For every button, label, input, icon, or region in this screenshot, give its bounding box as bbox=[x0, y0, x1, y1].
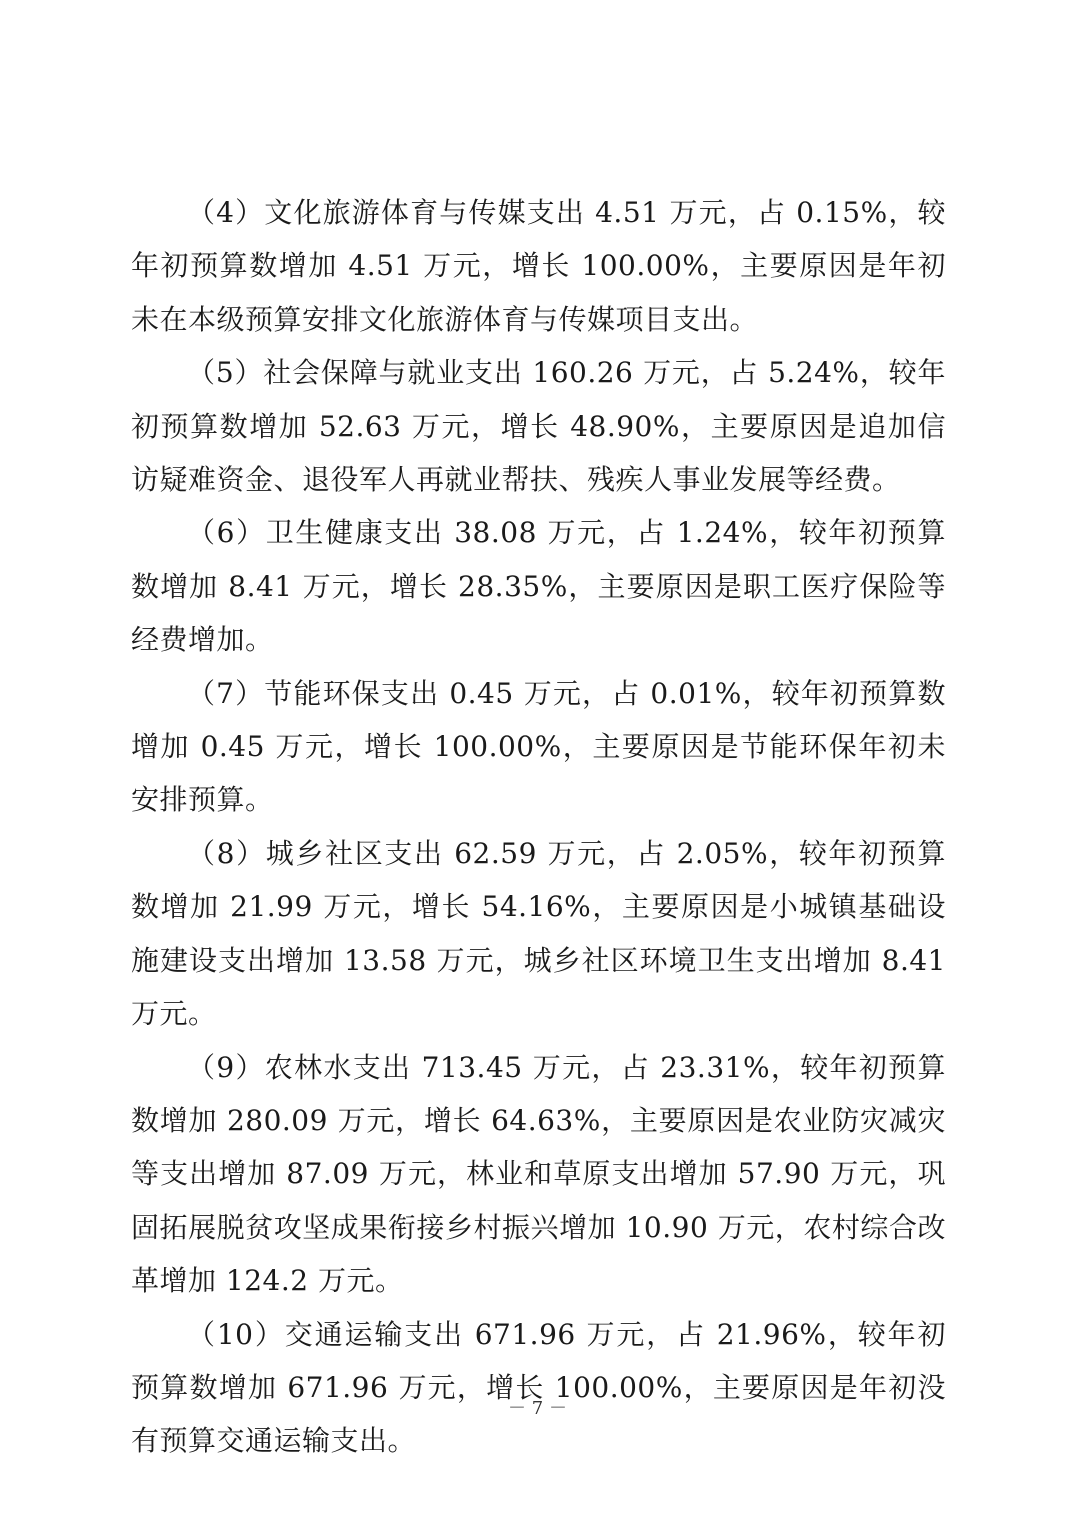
paragraph-urban-rural-community: （8）城乡社区支出 62.59 万元，占 2.05%，较年初预算数增加 21.99 万元，增长 54.16%，主要原因是小城镇基础设施建设支出增加 13.58 万元，城乡社区环境卫生支出增加 8.41 万元。 bbox=[131, 836, 946, 1031]
paragraph-transportation: （10）交通运输支出 671.96 万元，占 21.96%，较年初预算数增加 671.96 万元，增长 100.00%，主要原因是年初没有预算交通运输支出。 bbox=[131, 1317, 946, 1458]
paragraph-agriculture-forestry-water: （9）农林水支出 713.45 万元，占 23.31%，较年初预算数增加 280.09 万元，增长 64.63%，主要原因是农业防灾减灾等支出增加 87.09 万元，林业和草原支出增加 57.90 万元，巩固拓展脱贫攻坚成果衔接乡村振兴增加 10.90 万元，农村综合改革增加 124.2 万元。 bbox=[131, 1050, 946, 1298]
document-body bbox=[131, 186, 946, 1468]
page-number: － 7 － bbox=[508, 1398, 567, 1419]
paragraph-social-security-employment: （5）社会保障与就业支出 160.26 万元，占 5.24%，较年初预算数增加 52.63 万元，增长 48.90%，主要原因是追加信访疑难资金、退役军人再就业帮扶、残疾人事业发展等经费。 bbox=[131, 356, 946, 497]
paragraph-health: （6）卫生健康支出 38.08 万元，占 1.24%，较年初预算数增加 8.41 万元，增长 28.35%，主要原因是职工医疗保险等经费增加。 bbox=[131, 516, 946, 657]
paragraph-culture-tourism-sports-media: （4）文化旅游体育与传媒支出 4.51 万元，占 0.15%，较年初预算数增加 4.51 万元，增长 100.00%，主要原因是年初未在本级预算安排文化旅游体育与传媒项目支出。 bbox=[131, 196, 946, 336]
paragraph-energy-environment: （7）节能环保支出 0.45 万元，占 0.01%，较年初预算数增加 0.45 万元，增长 100.00%，主要原因是节能环保年初未安排预算。 bbox=[131, 676, 946, 817]
